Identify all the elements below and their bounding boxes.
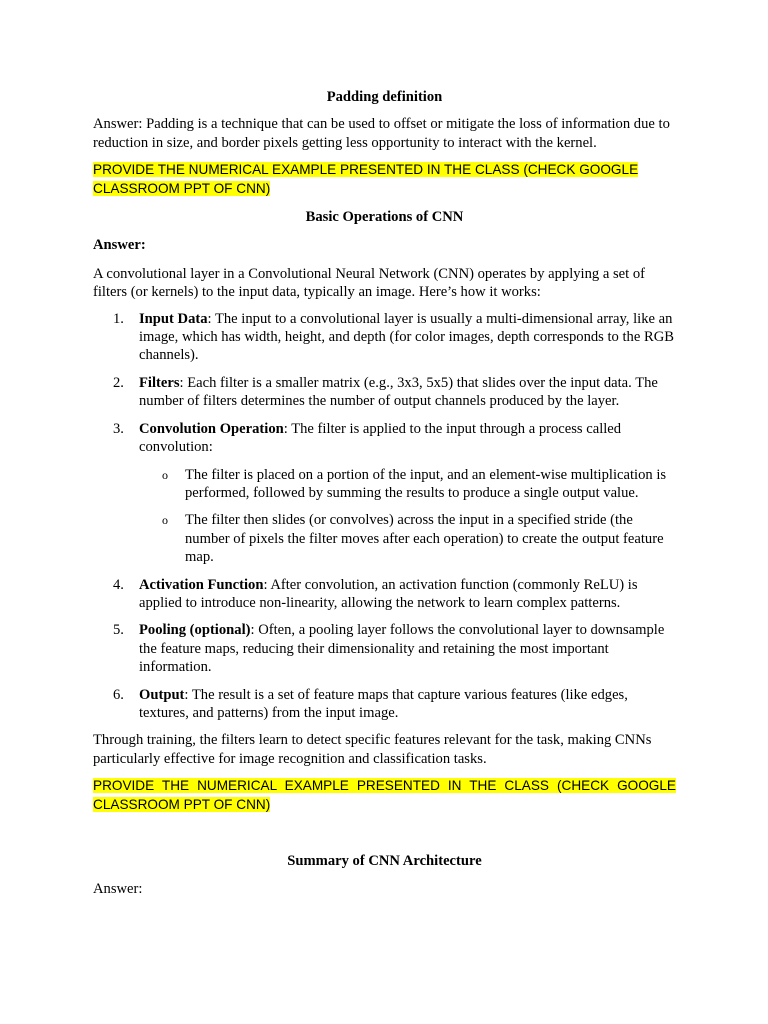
list-text: : Each filter is a smaller matrix (e.g., 3x3, 5x5) that slides over the input data. The number of filters determines the number of output channels produced by the layer.: [139, 374, 658, 410]
operations-list: [93, 310, 676, 723]
list-term: Filters: [139, 374, 180, 391]
padding-heading: Padding definition: [326, 89, 443, 105]
list-number: 3.: [113, 420, 124, 437]
conclusion-paragraph: Through training, the filters learn to detect specific features relevant for the task, making CNNs particularly effective for image recognition and classification tasks.: [93, 732, 652, 767]
summary-heading: Summary of CNN Architecture: [287, 853, 482, 869]
summary-answer: Answer:: [93, 881, 143, 898]
list-number: 4.: [113, 576, 124, 593]
padding-answer: Answer: Padding is a technique that can be used to offset or mitigate the loss of information due to reduction in size, and border pixels getting less opportunity to interact with the kernel.: [93, 116, 670, 151]
list-text: : After convolution, an activation function (commonly ReLU) is applied to introduce non-linearity, allowing the network to learn complex patterns.: [139, 576, 638, 611]
highlight-note-2-text: PROVIDE THE NUMERICAL EXAMPLE PRESENTED IN THE CLASS (CHECK GOOGLE CLASSROOM PPT OF CNN): [93, 778, 676, 812]
highlight-note-1-text: PROVIDE THE NUMERICAL EXAMPLE PRESENTED IN THE CLASS (CHECK GOOGLE CLASSROOM PPT OF CNN): [93, 162, 639, 196]
answer-label: Answer:: [93, 237, 146, 254]
sublist-text: The filter then slides (or convolves) across the input in a specified stride (the number of pixels the filter moves after each operation) to create the output feature map.: [185, 512, 664, 566]
list-text: : The input to a convolutional layer is usually a multi-dimensional array, like an image, which has width, height, and depth (for color images, depth corresponds to the RGB channels).: [139, 310, 674, 364]
list-text: : The filter is applied to the input through a process called convolution:: [139, 420, 622, 456]
list-term: Convolution Operation: [139, 420, 284, 437]
basic-operations-heading: Basic Operations of CNN: [305, 209, 464, 226]
list-term: Pooling (optional): [139, 622, 251, 639]
list-item-filters: [93, 374, 676, 411]
list-number: 5.: [113, 622, 124, 639]
sublist-item: [139, 466, 676, 503]
document-body: [93, 88, 676, 899]
list-number: 1.: [113, 310, 124, 327]
bullet-marker: o: [162, 467, 168, 482]
intro-paragraph: A convolutional layer in a Convolutional Neural Network (CNN) operates by applying a set of filters (or kernels) to the input data, typically an image. Here’s how it works:: [93, 265, 645, 301]
list-item-pooling: [93, 621, 676, 676]
list-number: 2.: [113, 374, 124, 391]
highlight-note-1: [93, 161, 676, 198]
list-term: Input Data: [139, 310, 208, 327]
sublist-text: The filter is placed on a portion of the input, and an element-wise multiplication is performed, followed by summing the results to produce a single output value.: [185, 466, 667, 501]
bullet-marker: o: [162, 513, 168, 528]
list-item-input-data: [93, 310, 676, 365]
convolution-sublist: [139, 466, 676, 567]
list-term: Output: [139, 686, 185, 703]
list-item-activation: [93, 576, 676, 613]
list-number: 6.: [113, 686, 124, 703]
list-term: Activation Function: [139, 576, 264, 593]
list-text: : Often, a pooling layer follows the convolutional layer to downsample the feature maps, reducing their dimensionality and retaining the most important information.: [139, 622, 665, 676]
list-item-output: [93, 686, 676, 723]
highlight-note-2: [93, 777, 676, 814]
list-item-convolution: [93, 420, 676, 567]
sublist-item: [139, 511, 676, 566]
list-text: : The result is a set of feature maps that capture various features (like edges, textures, and patterns) from the input image.: [139, 686, 628, 721]
